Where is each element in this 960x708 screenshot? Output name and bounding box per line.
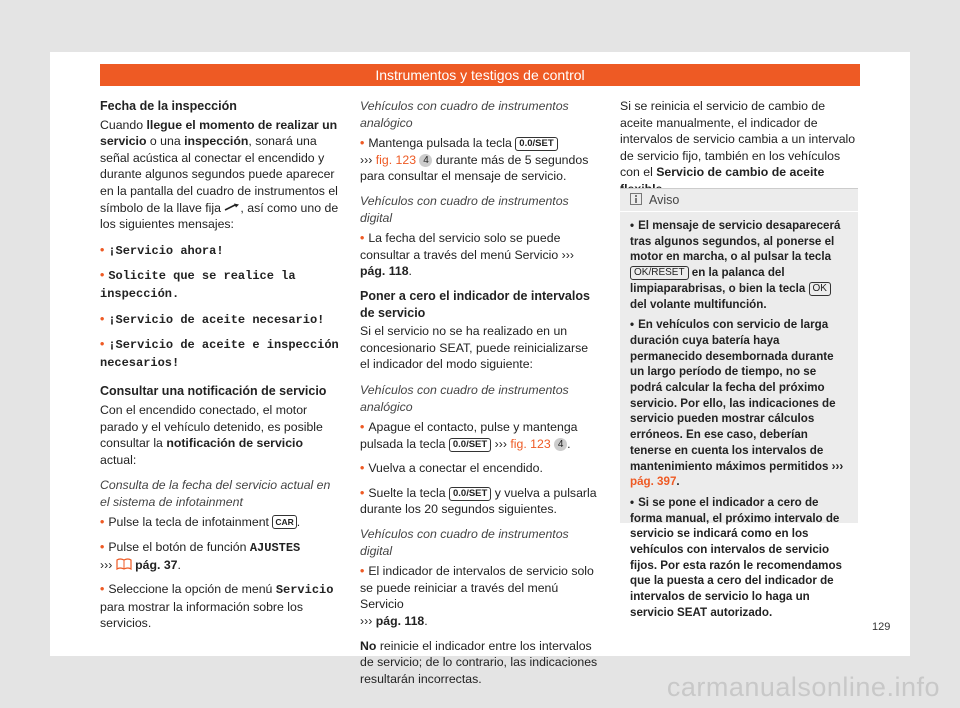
notice-title: Aviso	[648, 193, 680, 207]
ref-arrow: ›››	[360, 152, 373, 167]
text: , sonará una señal acústica al conectar el encendido y durante algunos segundos puede aparecer en la pantalla del cuadro de instrumentos el símbolo de la llave fija	[100, 134, 338, 215]
menu-label: Servicio	[275, 583, 334, 598]
okreset-key-icon: OK/RESET	[630, 266, 689, 280]
ok-key-icon: OK	[809, 282, 831, 296]
menu-label: AJUSTES	[249, 541, 301, 556]
subheading-digital: Vehículos con cuadro de instrumentos digital	[360, 193, 569, 225]
message-text: ¡Servicio ahora!	[108, 243, 224, 258]
subheading-analog: Vehículos con cuadro de instrumentos analógico	[360, 382, 569, 414]
text: .	[177, 557, 181, 572]
text: Si se reinicia el servicio de cambio de aceite manualmente, el indicador de intervalos de servicio cambia a un intervalo de servicio fijo, también en los vehículos con el	[620, 99, 856, 180]
callout-number: 4	[419, 154, 432, 167]
text-bold: Servicio de cambio de aceite	[656, 165, 825, 180]
text: .	[676, 475, 680, 489]
text-bold: notificación de servicio	[166, 436, 303, 451]
subheading-analog: Vehículos con cuadro de instrumentos analógico	[360, 99, 569, 130]
text: En vehículos con servicio de larga duración cuya batería haya permanecido desembornada durante un largo período de tiempo, no se podrá calcular la fecha del próximo servicio. Por ello, las indicaciones de servicio pueden mostrar cálculos erróneos. En ese caso, deberían tenerse en cuenta los intervalos de mantenimiento máximos permitidos	[630, 318, 836, 473]
paragraph-consultar	[100, 402, 340, 468]
message-item	[100, 311, 340, 329]
paragraph-intro	[100, 117, 340, 233]
text: Pulse el botón de función	[108, 540, 250, 555]
book-icon	[116, 558, 132, 572]
text: en la palanca del limpiaparabrisas, o bien la tecla	[630, 266, 809, 295]
text: .	[296, 515, 301, 530]
step-item	[100, 581, 340, 632]
notice-box	[620, 188, 858, 619]
heading-consultar: Consultar una notificación de servicio	[100, 384, 327, 399]
page-number: 129	[872, 621, 891, 633]
text: Cuando	[100, 117, 147, 132]
step-item	[100, 539, 340, 573]
message-item	[100, 336, 340, 371]
subheading-digital: Vehículos con cuadro de instrumentos digital	[360, 527, 569, 558]
step-item	[100, 514, 340, 531]
ref-arrow: ›››	[100, 557, 113, 572]
step-item	[360, 485, 600, 518]
paragraph-warning	[360, 638, 600, 688]
text: .	[408, 264, 412, 279]
text: , así como uno de los siguientes mensajes:	[100, 200, 339, 232]
text: para mostrar la información sobre los servicios.	[100, 599, 303, 631]
message-text: Solicite que se realice la inspección.	[100, 269, 296, 301]
text-bold: llegue el momento de realizar un servicio	[100, 117, 338, 149]
notice-item	[630, 317, 848, 490]
message-text: ¡Servicio de aceite necesario!	[108, 312, 325, 327]
paragraph-oil-service	[620, 98, 860, 198]
subheading-infotainment: Consulta de la fecha del servicio actual en el sistema de infotainment	[100, 478, 331, 509]
text-bold: No	[360, 638, 377, 653]
text: Pulse la tecla de infotainment	[108, 515, 273, 530]
set-key-icon: 0.0/SET	[515, 137, 557, 151]
text: Mantenga pulsada la tecla	[368, 136, 516, 151]
step-item	[360, 230, 600, 280]
column-1	[100, 98, 340, 640]
notice-body	[620, 212, 858, 621]
notice-item	[630, 495, 848, 621]
message-item	[100, 267, 340, 302]
paragraph-reset: Si el servicio no se ha realizado en un concesionario SEAT, puede reinicializarse el indicador del modo siguiente:	[360, 324, 589, 372]
page-link[interactable]: pág. 118	[375, 614, 425, 629]
text: La fecha del servicio solo se puede consultar a través del menú Servicio	[360, 231, 562, 262]
ref-arrow: ›››	[831, 459, 844, 473]
column-2	[360, 98, 600, 696]
text: Vuelva a conectar el encendido.	[368, 461, 543, 476]
message-item	[100, 242, 340, 260]
text-bold: inspección	[184, 134, 249, 149]
page-link[interactable]: pág. 397	[630, 475, 677, 489]
figure-link[interactable]: fig. 123	[375, 152, 417, 167]
page-link[interactable]: pág. 37	[135, 557, 178, 572]
text: y vuelva a pulsarla durante los 20 segundos siguientes.	[360, 485, 597, 517]
text: reinicie el indicador entre los intervalos de servicio; de lo contrario, las indicaciones resultarán incorrectas.	[360, 638, 598, 686]
section-header: Instrumentos y testigos de control	[100, 64, 860, 86]
set-key-icon: 0.0/SET	[449, 487, 491, 501]
ref-arrow: ›››	[360, 614, 373, 629]
text: o una	[146, 134, 185, 149]
text: Con el encendido conectado, el motor parado y el vehículo detenido, es posible consultar la	[100, 402, 323, 451]
text: Seleccione la opción de menú	[108, 582, 276, 597]
wrench-icon	[224, 201, 240, 215]
text: .	[567, 436, 571, 451]
step-item	[360, 419, 600, 452]
set-key-icon: 0.0/SET	[449, 438, 491, 452]
ref-arrow: ›››	[561, 247, 574, 262]
info-icon	[630, 193, 642, 207]
step-item	[360, 135, 600, 185]
notice-item	[630, 218, 848, 312]
heading-fecha: Fecha de la inspección	[100, 99, 237, 113]
text: durante más de 5 segundos para consultar el mensaje de servicio.	[360, 152, 589, 184]
notice-header	[620, 189, 858, 212]
text: Suelte la tecla	[368, 485, 449, 500]
car-key-icon: CAR	[272, 515, 296, 529]
text: .	[424, 614, 428, 629]
text: del volante multifunción.	[630, 297, 767, 311]
text: actual:	[100, 452, 137, 467]
page-link[interactable]: pág. 118	[360, 264, 409, 279]
watermark: carmanualsonline.info	[666, 672, 940, 702]
text: El indicador de intervalos de servicio solo se puede reiniciar a través del menú Servicio	[360, 564, 594, 612]
text: Si se pone el indicador a cero de forma manual, el próximo intervalo de servicio se indicará como en los vehículos con intervalos de servicio fijos. Por esta razón le recomendamos que la puesta a cero del indicador de intervalos de servicio lo haga un servicio SEAT autorizado.	[630, 495, 842, 619]
ref-arrow: ›››	[494, 436, 507, 451]
message-text: ¡Servicio de aceite e inspección necesarios!	[100, 338, 339, 370]
step-item	[360, 563, 600, 629]
text: Apague el contacto, pulse y mantenga pulsada la tecla	[360, 420, 578, 451]
step-item	[360, 460, 600, 477]
callout-number: 4	[554, 438, 567, 451]
figure-link[interactable]: fig. 123	[510, 436, 551, 451]
heading-poner-cero: Poner a cero el indicador de intervalos de servicio	[360, 288, 590, 320]
text: El mensaje de servicio desaparecerá tras algunos segundos, al ponerse el motor en marcha, o al pulsar la tecla	[630, 219, 841, 264]
